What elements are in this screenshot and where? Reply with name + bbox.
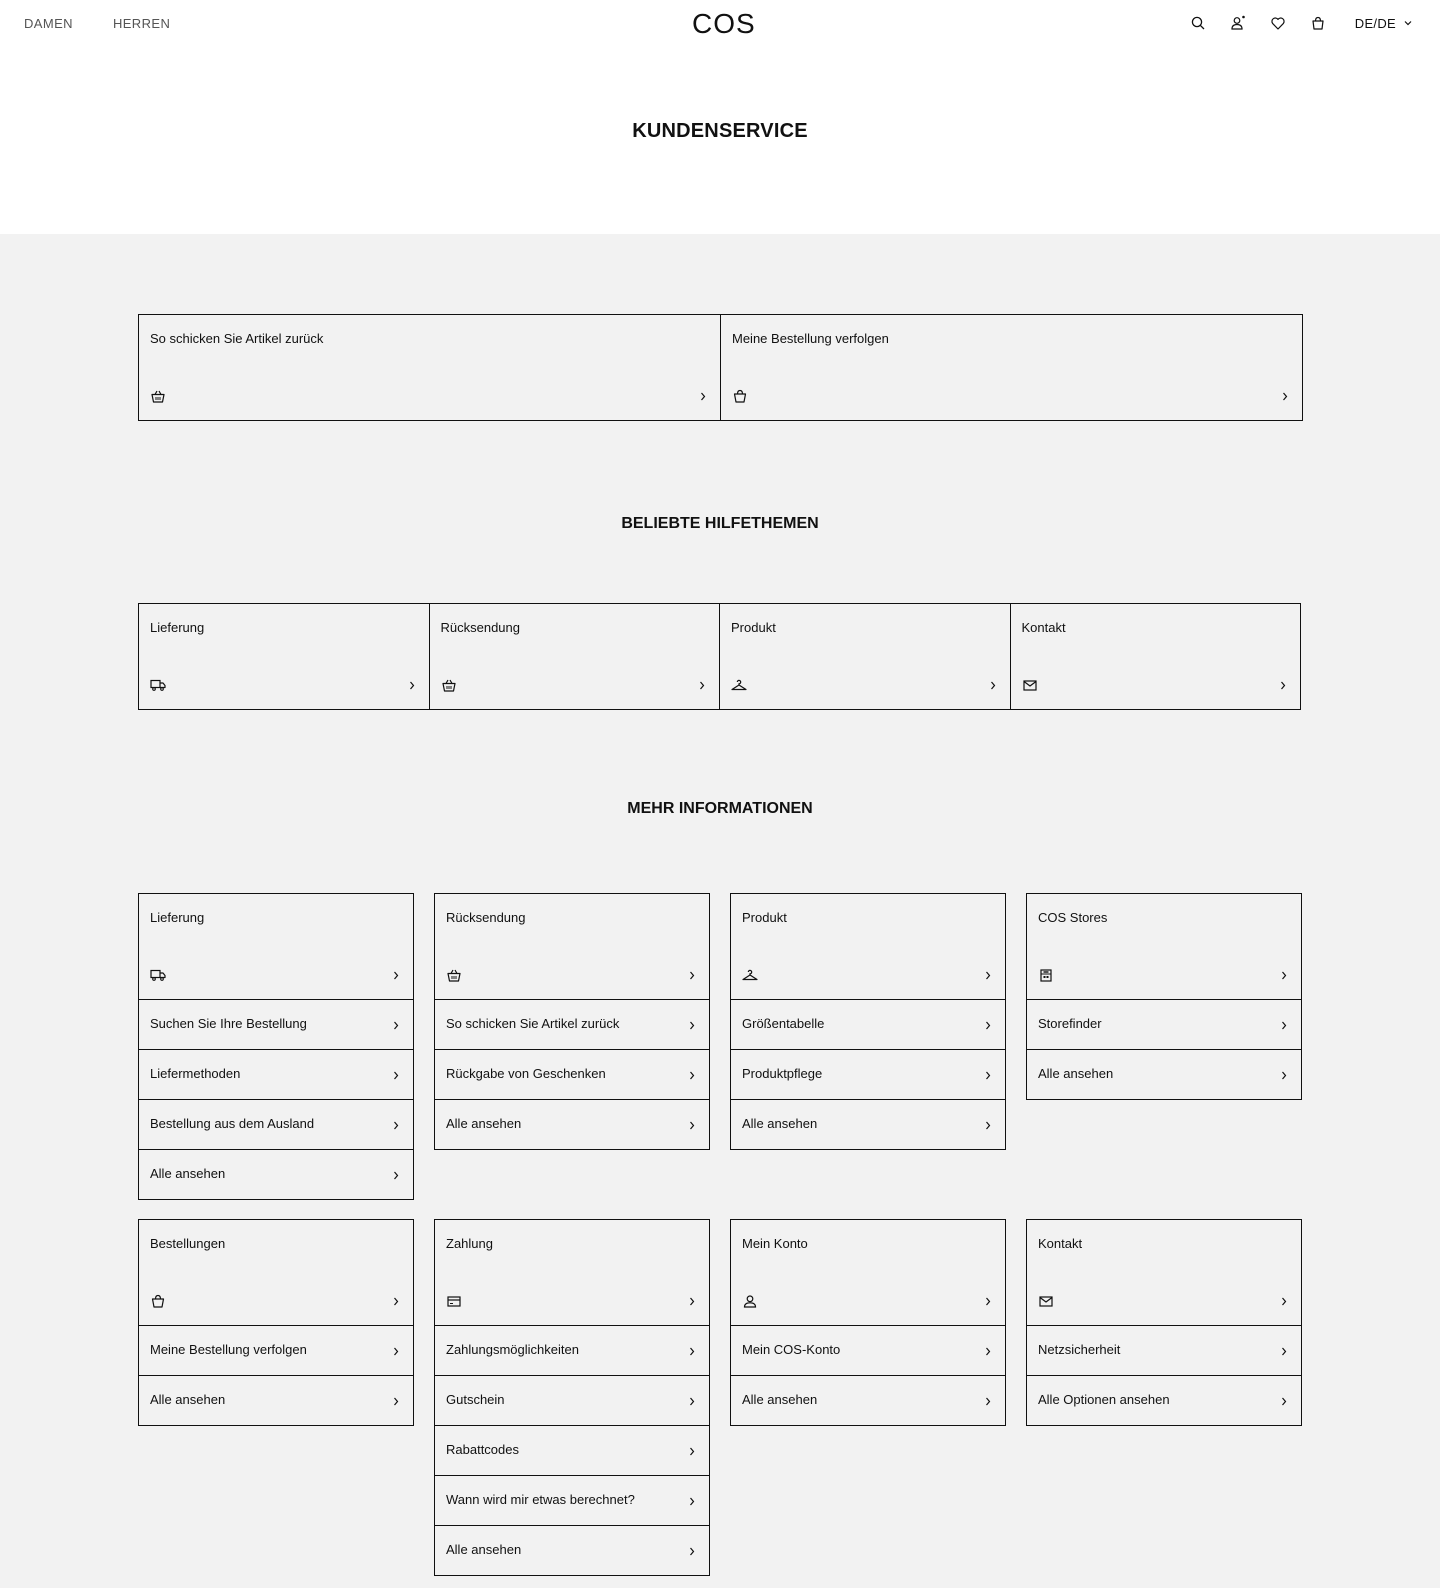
card-link-label: Alle ansehen [742, 1116, 818, 1131]
chevron-right-icon [982, 1293, 994, 1309]
hanger-icon [731, 677, 747, 693]
card-link-row[interactable] [731, 1325, 1005, 1375]
card-title: Kontakt [1038, 1236, 1083, 1251]
card-title: Zahlung [446, 1236, 493, 1251]
info-group-7-card-header[interactable] [1027, 1220, 1301, 1325]
chevron-right-icon [982, 967, 994, 983]
search-icon[interactable] [1189, 14, 1207, 32]
card-link-row[interactable] [139, 1049, 413, 1099]
card-link-row[interactable] [1027, 1049, 1301, 1099]
bag-icon [732, 388, 748, 404]
card-link-label: Rabattcodes [446, 1442, 519, 1457]
user-icon [742, 1293, 758, 1309]
popular-topic-3-card [1010, 603, 1302, 710]
card-link-label: Alle ansehen [1038, 1066, 1114, 1081]
chevron-right-icon [982, 1343, 994, 1359]
basket-icon [446, 967, 462, 983]
card-link-label: Meine Bestellung verfolgen [150, 1342, 307, 1357]
popular-topic-0-card [138, 603, 430, 710]
basket-icon [150, 388, 166, 404]
card-link-row[interactable] [139, 1375, 413, 1425]
card-link-label: So schicken Sie Artikel zurück [446, 1016, 620, 1031]
card-link-row[interactable] [435, 1099, 709, 1149]
popular-topic-0-card-header[interactable] [139, 604, 429, 709]
chevron-right-icon [1278, 1067, 1290, 1083]
card-title: Produkt [731, 620, 776, 635]
info-group-6-card-header[interactable] [731, 1220, 1005, 1325]
card-title: Rücksendung [440, 620, 520, 635]
card-link-label: Produktpflege [742, 1066, 823, 1081]
card-link-row[interactable] [731, 1049, 1005, 1099]
chevron-right-icon [1277, 677, 1289, 693]
chevron-right-icon [982, 1017, 994, 1033]
chevron-right-icon [697, 388, 709, 404]
card-link-row[interactable] [139, 1099, 413, 1149]
page-title: KUNDENSERVICE [632, 120, 808, 142]
card-link-label: Gutschein [446, 1392, 505, 1407]
chevron-right-icon [686, 1543, 698, 1559]
chevron-right-icon [686, 1393, 698, 1409]
card-title: Rücksendung [446, 910, 526, 925]
truck-icon [150, 967, 166, 983]
card-link-label: Storefinder [1038, 1016, 1102, 1031]
popular-topic-1-card [429, 603, 721, 710]
card-link-row[interactable] [435, 1425, 709, 1475]
card-title: Produkt [742, 910, 787, 925]
popular-topics-title: BELIEBTE HILFETHEMEN [621, 515, 819, 532]
chevron-right-icon [390, 1393, 402, 1409]
info-group-2-card-header[interactable] [731, 894, 1005, 999]
chevron-right-icon [1278, 1393, 1290, 1409]
card-link-row[interactable] [435, 999, 709, 1049]
info-group-1-card-header[interactable] [435, 894, 709, 999]
card-link-label: Alle Optionen ansehen [1038, 1392, 1170, 1407]
chevron-right-icon [390, 1293, 402, 1309]
card-link-label: Suchen Sie Ihre Bestellung [150, 1016, 307, 1031]
popular-topic-2-card-header[interactable] [720, 604, 1010, 709]
chevron-right-icon [982, 1067, 994, 1083]
card-link-label: Liefermethoden [150, 1066, 241, 1081]
info-group-0-card [138, 893, 414, 1200]
info-group-6-card [730, 1219, 1006, 1426]
card-link-row[interactable] [731, 1099, 1005, 1149]
chevron-right-icon [1278, 967, 1290, 983]
card-link-label: Größentabelle [742, 1016, 825, 1031]
info-group-4-card-header[interactable] [139, 1220, 413, 1325]
chevron-right-icon [406, 677, 418, 693]
chevron-right-icon [1278, 1017, 1290, 1033]
chevron-right-icon [390, 1343, 402, 1359]
shopping-bag-icon[interactable] [1309, 14, 1327, 32]
info-group-1-card [434, 893, 710, 1150]
card-title: Mein Konto [742, 1236, 808, 1251]
card-title: Kontakt [1021, 620, 1066, 635]
info-group-3-card [1026, 893, 1302, 1100]
card-link-row[interactable] [1027, 1375, 1301, 1425]
card-link-row[interactable] [139, 999, 413, 1049]
popular-topic-2-card [719, 603, 1011, 710]
chevron-right-icon [1278, 1293, 1290, 1309]
main-nav [24, 16, 170, 31]
card-title: COS Stores [1038, 910, 1108, 925]
chevron-right-icon [987, 677, 999, 693]
locale-label: DE/DE [1354, 15, 1396, 31]
truck-icon [150, 677, 166, 693]
card-title: Lieferung [150, 910, 205, 925]
info-group-2-card [730, 893, 1006, 1150]
header-actions [1189, 14, 1412, 32]
card-link-row[interactable] [435, 1525, 709, 1575]
chevron-right-icon [686, 1293, 698, 1309]
basket-icon [441, 677, 457, 693]
chevron-right-icon [390, 967, 402, 983]
card-link-label: Alle ansehen [150, 1166, 226, 1181]
chevron-right-icon [390, 1167, 402, 1183]
chevron-down-icon [1404, 20, 1412, 26]
card-link-row[interactable] [731, 1375, 1005, 1425]
card-link-label: Rückgabe von Geschenken [446, 1066, 606, 1081]
card-link-label: Wann wird mir etwas berechnet? [446, 1492, 635, 1507]
chevron-right-icon [982, 1117, 994, 1133]
mail-icon [1038, 1293, 1054, 1309]
chevron-right-icon [686, 1067, 698, 1083]
chevron-right-icon [1278, 1343, 1290, 1359]
chevron-right-icon [686, 1443, 698, 1459]
card-link-row[interactable] [1027, 1325, 1301, 1375]
hanger-icon [742, 967, 758, 983]
card-link-row[interactable] [139, 1149, 413, 1199]
card-link-label: Bestellung aus dem Ausland [150, 1116, 315, 1131]
nav-herren[interactable]: HERREN [112, 16, 171, 31]
bag-icon [150, 1293, 166, 1309]
chevron-right-icon [686, 1493, 698, 1509]
chevron-right-icon [686, 1343, 698, 1359]
card-link-label: Mein COS-Konto [742, 1342, 841, 1357]
more-info-title: MEHR INFORMATIONEN [627, 800, 813, 817]
chevron-right-icon [696, 677, 708, 693]
card-link-label: Netzsicherheit [1038, 1342, 1121, 1357]
info-group-7-card [1026, 1219, 1302, 1426]
mail-icon [1022, 677, 1038, 693]
card-link-row[interactable] [731, 999, 1005, 1049]
info-group-4-card [138, 1219, 414, 1426]
chevron-right-icon [390, 1117, 402, 1133]
chevron-right-icon [390, 1017, 402, 1033]
quick-link-1-card-header[interactable] [721, 315, 1302, 420]
card-link-row[interactable] [435, 1475, 709, 1525]
quick-link-0-card [138, 314, 721, 421]
cos-logo[interactable]: COS [692, 8, 756, 39]
card-link-label: Alle ansehen [150, 1392, 226, 1407]
chevron-right-icon [686, 1117, 698, 1133]
account-icon[interactable] [1229, 14, 1247, 32]
chevron-right-icon [390, 1067, 402, 1083]
info-group-0-card-header[interactable] [139, 894, 413, 999]
info-group-3-card-header[interactable] [1027, 894, 1301, 999]
card-link-row[interactable] [435, 1325, 709, 1375]
card-link-label: Zahlungsmöglichkeiten [446, 1342, 579, 1357]
info-group-5-card-header[interactable] [435, 1220, 709, 1325]
chevron-right-icon [686, 967, 698, 983]
chevron-right-icon [1279, 388, 1291, 404]
card-title: So schicken Sie Artikel zurück [150, 331, 324, 346]
popular-topic-1-card-header[interactable] [430, 604, 720, 709]
card-link-label: Alle ansehen [446, 1542, 522, 1557]
card-link-label: Alle ansehen [446, 1116, 522, 1131]
card-link-row[interactable] [139, 1325, 413, 1375]
chevron-right-icon [982, 1393, 994, 1409]
heart-icon[interactable] [1269, 14, 1287, 32]
store-icon [1038, 967, 1054, 983]
card-link-label: Alle ansehen [742, 1392, 818, 1407]
popular-topic-3-card-header[interactable] [1011, 604, 1301, 709]
card-link-row[interactable] [1027, 999, 1301, 1049]
card-link-row[interactable] [435, 1049, 709, 1099]
card-title: Bestellungen [150, 1236, 226, 1251]
card-title: Lieferung [150, 620, 205, 635]
card-title: Meine Bestellung verfolgen [732, 331, 889, 346]
card-icon [446, 1293, 462, 1309]
info-group-5-card [434, 1219, 710, 1576]
card-link-row[interactable] [435, 1375, 709, 1425]
quick-link-0-card-header[interactable] [139, 315, 720, 420]
nav-damen[interactable]: DAMEN [24, 16, 73, 31]
chevron-right-icon [686, 1017, 698, 1033]
locale-selector[interactable] [1355, 16, 1412, 31]
site-header [0, 0, 1440, 48]
quick-link-1-card [720, 314, 1303, 421]
